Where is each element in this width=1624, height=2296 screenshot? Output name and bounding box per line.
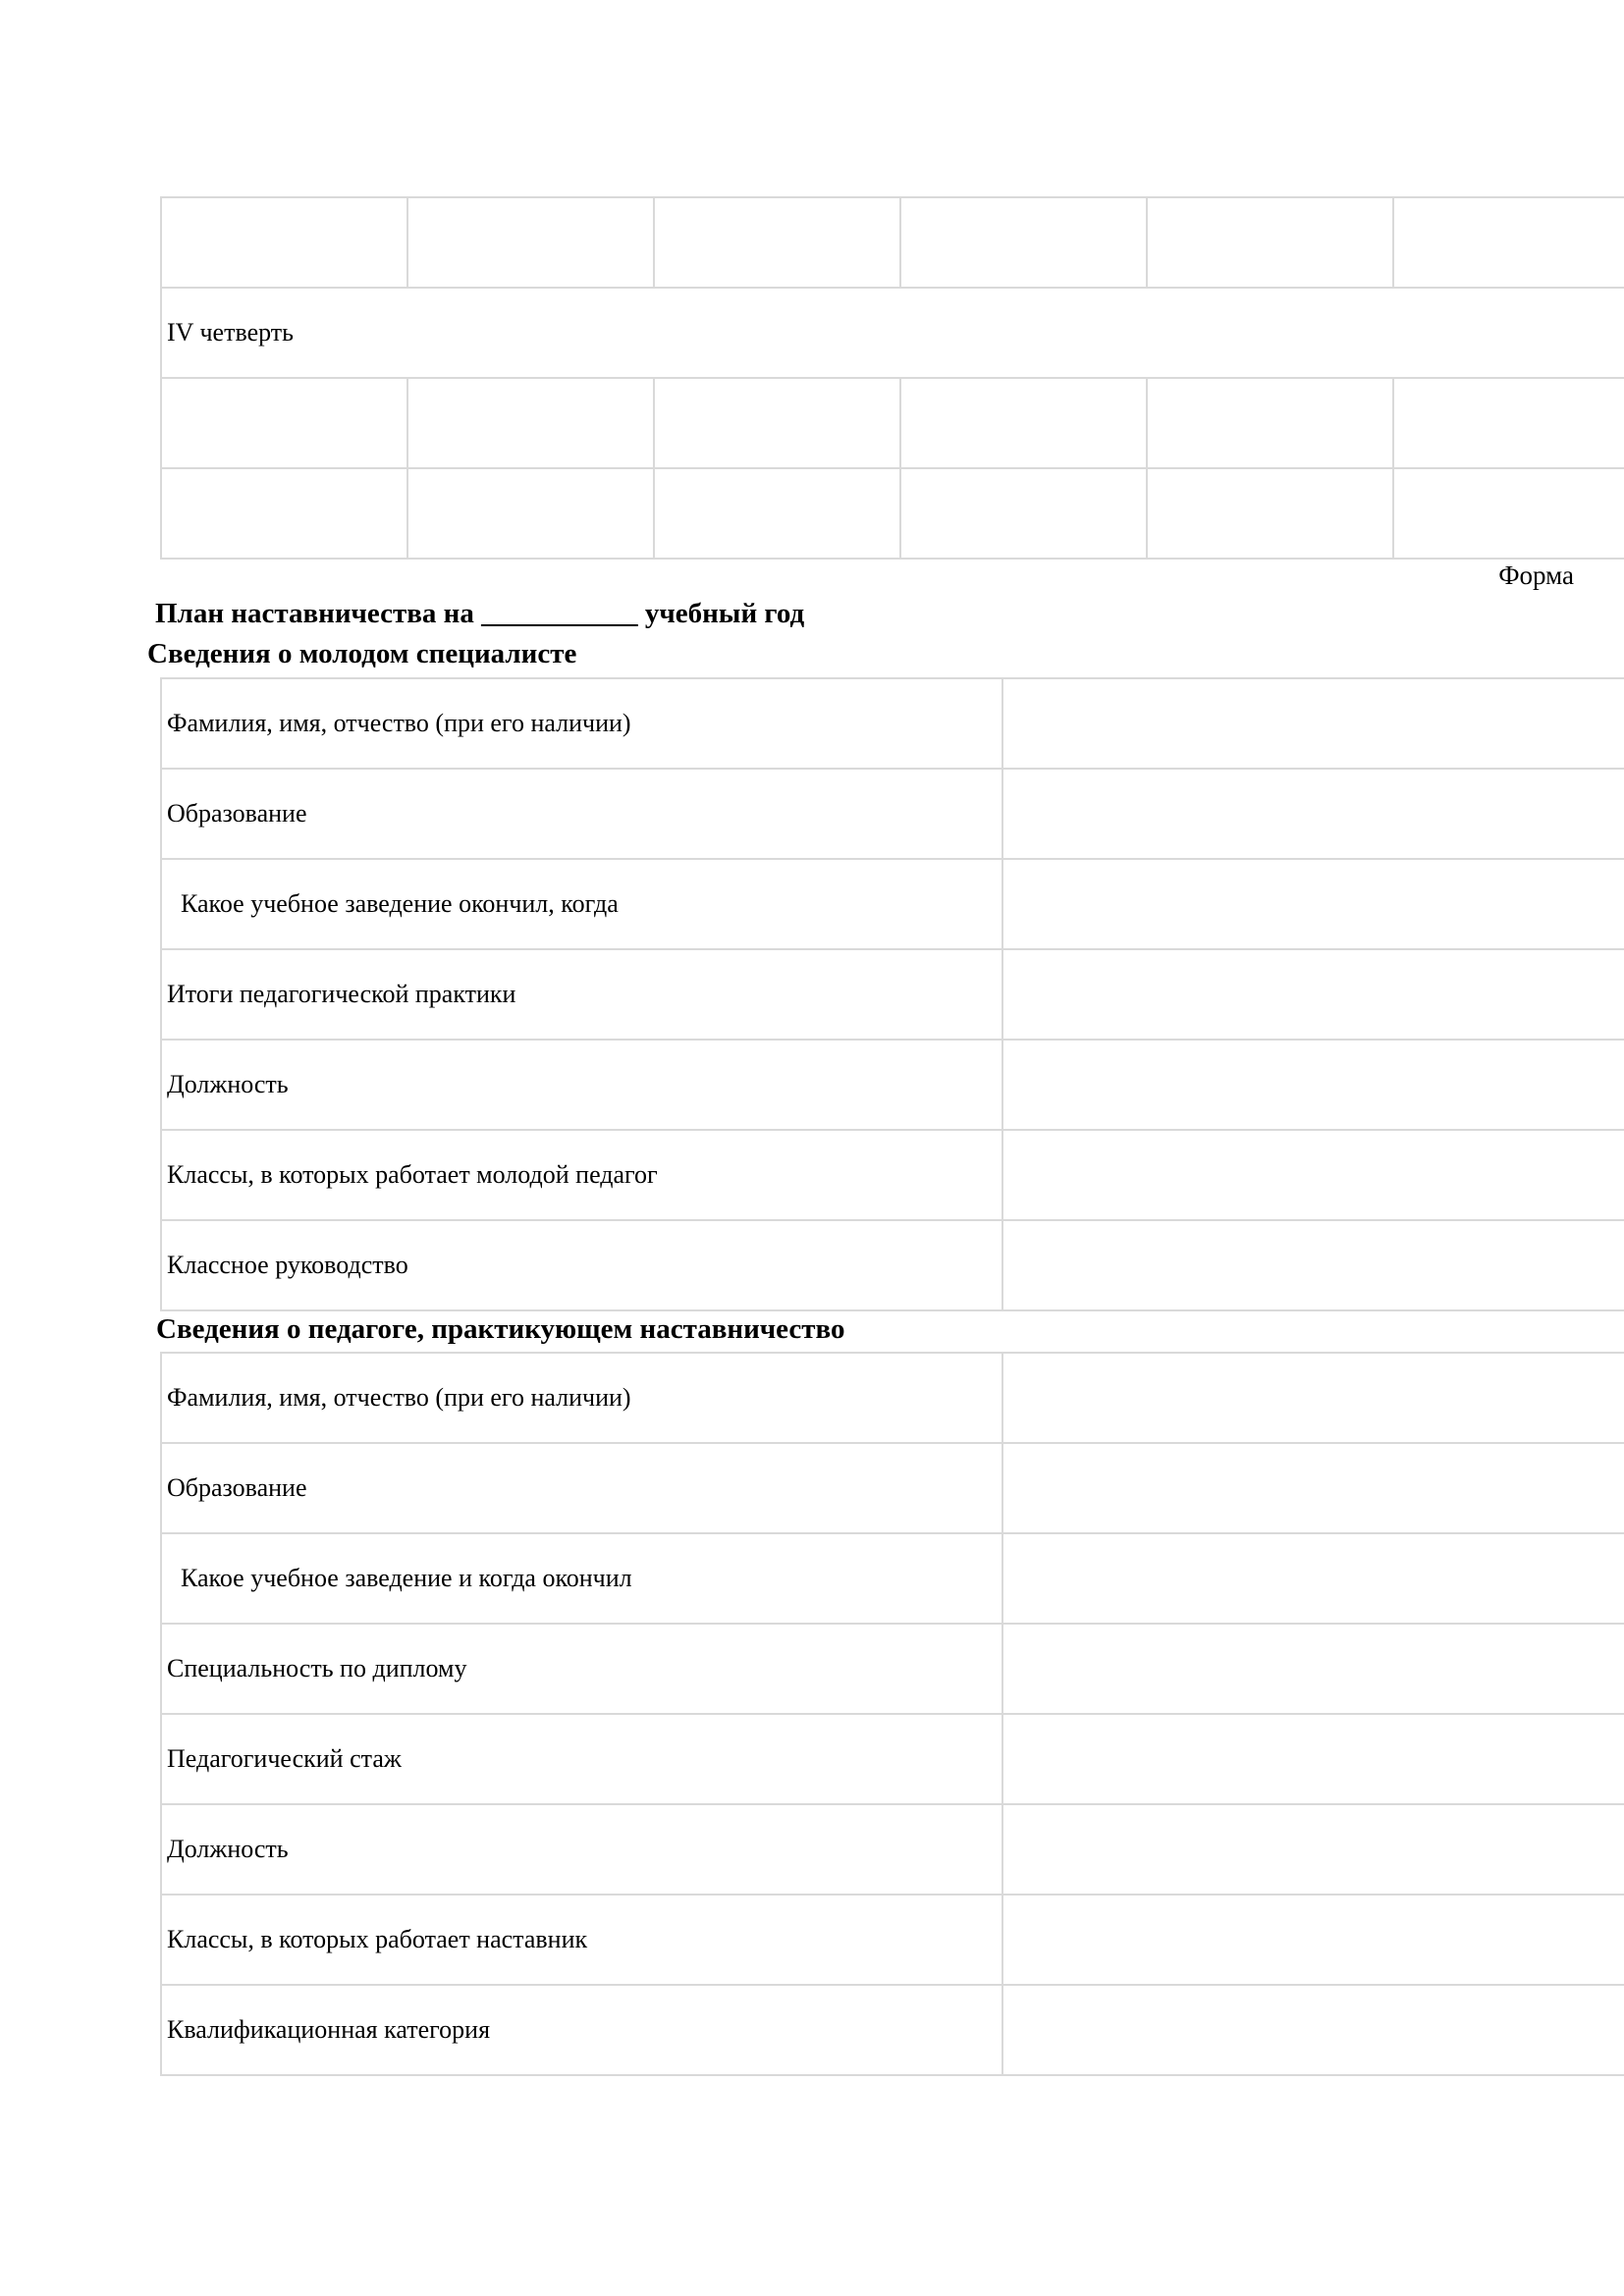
- field-label: Классное руководство: [161, 1220, 1002, 1310]
- field-value[interactable]: [1002, 1714, 1624, 1804]
- table-row: [161, 197, 1624, 288]
- table-row: [161, 1533, 1624, 1624]
- field-value[interactable]: [1002, 949, 1624, 1040]
- mentor-heading: Сведения о педагоге, практикующем наставничество: [156, 1313, 845, 1345]
- table-cell[interactable]: [654, 197, 900, 288]
- table-cell[interactable]: [407, 468, 654, 559]
- field-value[interactable]: [1002, 1895, 1624, 1985]
- table-row: [161, 859, 1624, 949]
- field-label: Фамилия, имя, отчество (при его наличии): [161, 678, 1002, 769]
- mentor-table: [160, 1352, 1624, 2076]
- table-cell[interactable]: [900, 197, 1147, 288]
- table-cell[interactable]: [900, 378, 1147, 468]
- table-cell[interactable]: [654, 378, 900, 468]
- table-cell[interactable]: [1393, 378, 1624, 468]
- table-row: [161, 1804, 1624, 1895]
- table-cell[interactable]: [1147, 197, 1393, 288]
- table-row: [161, 1985, 1624, 2075]
- field-value[interactable]: [1002, 1624, 1624, 1714]
- field-label: Образование: [161, 769, 1002, 859]
- table-cell[interactable]: [654, 468, 900, 559]
- table-cell[interactable]: [1393, 468, 1624, 559]
- table-cell[interactable]: [161, 468, 407, 559]
- table-row: [161, 288, 1624, 378]
- field-value[interactable]: [1002, 769, 1624, 859]
- table-cell[interactable]: [407, 378, 654, 468]
- table-row: [161, 769, 1624, 859]
- table-row: [161, 378, 1624, 468]
- table-cell[interactable]: [900, 468, 1147, 559]
- table-row: [161, 1220, 1624, 1310]
- field-label: Специальность по диплому: [161, 1624, 1002, 1714]
- field-label: Квалификационная категория: [161, 1985, 1002, 2075]
- table-row: [161, 1130, 1624, 1220]
- young-specialist-table: [160, 677, 1624, 1311]
- quarter-section-label: IV четверть: [161, 288, 1624, 378]
- table-cell[interactable]: [1147, 468, 1393, 559]
- table-cell[interactable]: [407, 197, 654, 288]
- field-value[interactable]: [1002, 678, 1624, 769]
- young-specialist-heading: Сведения о молодом специалисте: [147, 638, 577, 669]
- field-label: Какое учебное заведение и когда окончил: [161, 1533, 1002, 1624]
- field-value[interactable]: [1002, 1804, 1624, 1895]
- table-row: [161, 1040, 1624, 1130]
- field-value[interactable]: [1002, 859, 1624, 949]
- field-value[interactable]: [1002, 1040, 1624, 1130]
- field-value[interactable]: [1002, 1220, 1624, 1310]
- field-value[interactable]: [1002, 1533, 1624, 1624]
- field-value[interactable]: [1002, 1985, 1624, 2075]
- field-label: Классы, в которых работает молодой педагог: [161, 1130, 1002, 1220]
- field-value[interactable]: [1002, 1130, 1624, 1220]
- field-label: Классы, в которых работает наставник: [161, 1895, 1002, 1985]
- table-cell[interactable]: [161, 378, 407, 468]
- quarter-plan-table: [160, 196, 1624, 560]
- table-row: [161, 468, 1624, 559]
- table-row: [161, 1895, 1624, 1985]
- table-cell[interactable]: [1393, 197, 1624, 288]
- field-label: Должность: [161, 1040, 1002, 1130]
- field-label: Фамилия, имя, отчество (при его наличии): [161, 1353, 1002, 1443]
- plan-title: План наставничества на ___________ учебный год: [155, 598, 805, 629]
- field-label: Образование: [161, 1443, 1002, 1533]
- table-row: [161, 1353, 1624, 1443]
- field-label: Итоги педагогической практики: [161, 949, 1002, 1040]
- table-cell[interactable]: [161, 197, 407, 288]
- field-value[interactable]: [1002, 1443, 1624, 1533]
- table-row: [161, 1714, 1624, 1804]
- table-row: [161, 678, 1624, 769]
- field-value[interactable]: [1002, 1353, 1624, 1443]
- form-label: Форма: [1498, 561, 1574, 590]
- field-label: Какое учебное заведение окончил, когда: [161, 859, 1002, 949]
- table-cell[interactable]: [1147, 378, 1393, 468]
- table-row: [161, 1624, 1624, 1714]
- field-label: Должность: [161, 1804, 1002, 1895]
- field-label: Педагогический стаж: [161, 1714, 1002, 1804]
- table-row: [161, 1443, 1624, 1533]
- table-row: [161, 949, 1624, 1040]
